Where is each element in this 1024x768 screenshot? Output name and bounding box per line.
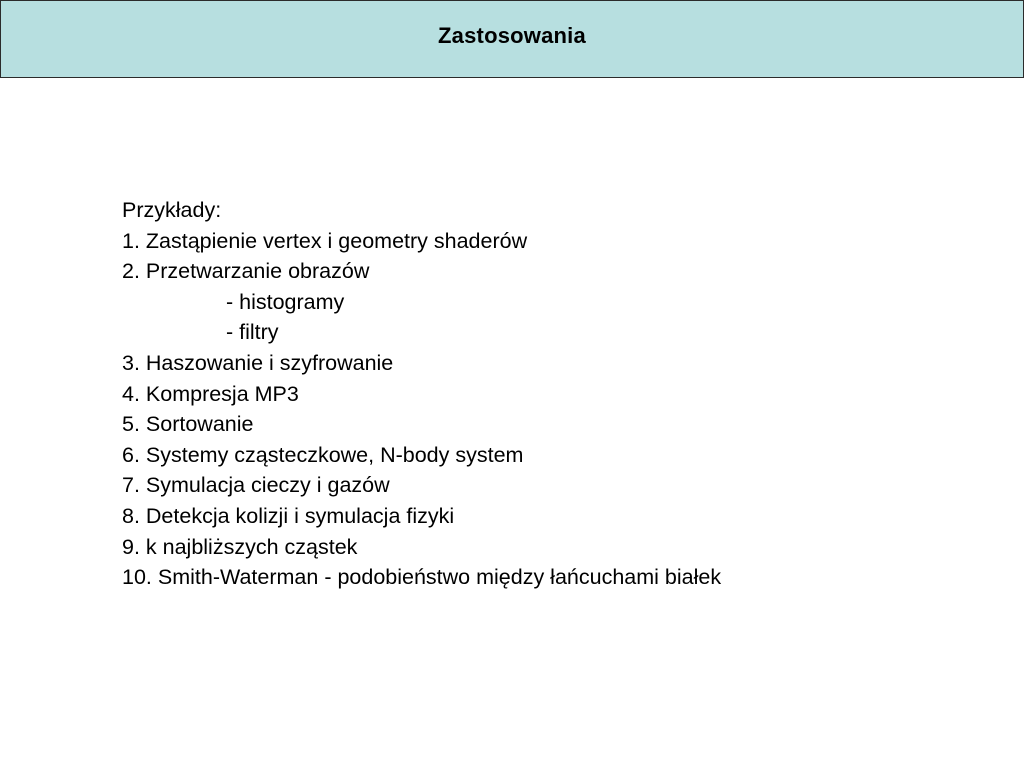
slide-title-bar <box>0 0 1024 78</box>
list-item: 4. Kompresja MP3 <box>122 381 299 406</box>
list-item: 5. Sortowanie <box>122 412 254 437</box>
sub-list-item: - histogramy <box>226 289 345 314</box>
list-item: 1. Zastąpienie vertex i geometry shaderów <box>122 228 528 253</box>
list-item: 9. k najbliższych cząstek <box>122 534 358 559</box>
list-item: 7. Symulacja cieczy i gazów <box>122 473 390 498</box>
list-item: 2. Przetwarzanie obrazów <box>122 259 370 284</box>
slide-content <box>122 195 982 593</box>
list-item: 8. Detekcja kolizji i symulacja fizyki <box>122 503 455 528</box>
list-item: 10. Smith-Waterman - podobieństwo między łańcuchami białek <box>122 565 722 590</box>
intro-label: Przykłady: <box>122 198 222 222</box>
sub-list-item: - filtry <box>226 320 279 345</box>
slide-title: Zastosowania <box>438 23 586 48</box>
list-item: 6. Systemy cząsteczkowe, N-body system <box>122 442 524 467</box>
list-item: 3. Haszowanie i szyfrowanie <box>122 350 394 375</box>
